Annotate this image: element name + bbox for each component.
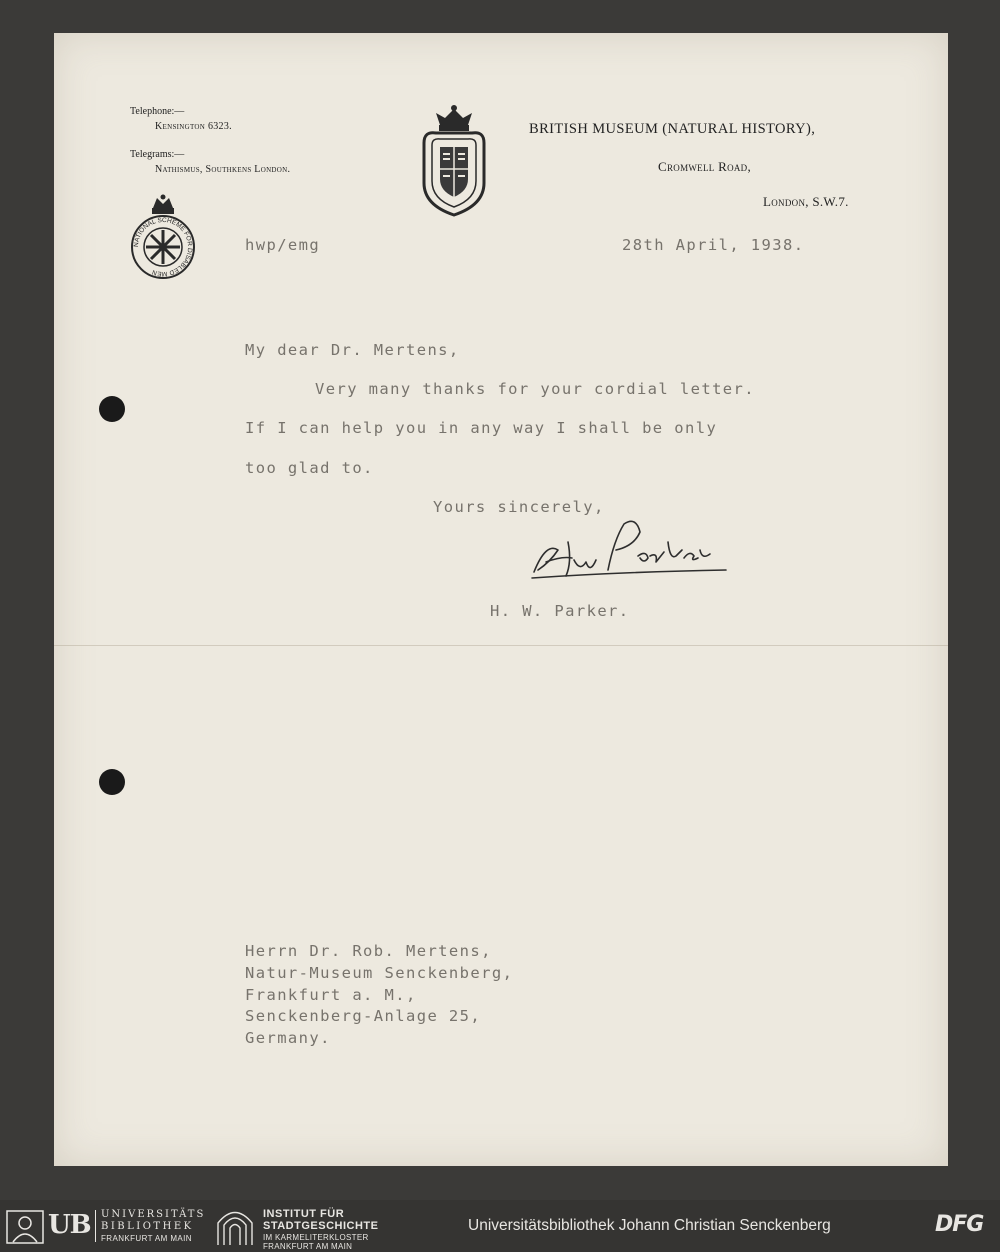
telegrams-label: Telegrams:— [130,149,185,160]
ub-line: BIBLIOTHEK [101,1221,194,1232]
museum-name: BRITISH MUSEUM (NATURAL HISTORY), [529,121,816,137]
ub-line: UNIVERSITÄTS [101,1209,206,1220]
institute-line: INSTITUT FÜR [263,1208,345,1220]
body-line: too glad to. [245,459,374,477]
telegrams-value: Nathismus, Southkens London. [155,164,291,175]
dfg-logo: DFG [935,1212,984,1237]
footer-bar [0,1200,1000,1252]
institute-line: FRANKFURT AM MAIN [263,1242,353,1251]
paper-fold-line [54,645,948,646]
royal-crest-icon [414,103,494,223]
footer-divider [95,1210,96,1242]
recipient-line: Frankfurt a. M., [245,986,417,1004]
ub-line: FRANKFURT AM MAIN [101,1234,192,1243]
signature-name: H. W. Parker. [490,602,630,620]
salutation: My dear Dr. Mertens, [245,341,460,359]
telephone-value: Kensington 6323. [155,121,232,132]
ub-logo: UB [48,1210,91,1240]
street-address: Cromwell Road, [658,159,752,174]
portrait-icon [6,1210,44,1244]
city-address: London, S.W.7. [763,194,849,209]
reference-code: hwp/emg [245,236,321,254]
recipient-line: Natur-Museum Senckenberg, [245,964,514,982]
closing: Yours sincerely, [433,498,605,516]
institute-line: IM KARMELITERKLOSTER [263,1233,369,1242]
recipient-line: Germany. [245,1029,331,1047]
punch-hole [99,396,125,422]
recipient-line: Senckenberg-Anlage 25, [245,1007,482,1025]
punch-hole [99,769,125,795]
library-name: Universitätsbibliothek Johann Christian Senckenberg [468,1217,831,1234]
handwritten-signature [528,512,738,596]
telephone-label: Telephone:— [130,106,185,117]
national-scheme-badge-icon [126,194,200,280]
institute-line: STADTGESCHICHTE [263,1220,379,1232]
institute-arch-icon [215,1208,255,1246]
letter-date: 28th April, 1938. [622,236,805,254]
svg-text:NATIONAL SCHEME FOR DISABLED M: NATIONAL SCHEME FOR DISABLED MEN [132,216,194,278]
body-line: If I can help you in any way I shall be only [245,419,718,437]
body-line: Very many thanks for your cordial letter. [315,380,756,398]
recipient-line: Herrn Dr. Rob. Mertens, [245,942,492,960]
